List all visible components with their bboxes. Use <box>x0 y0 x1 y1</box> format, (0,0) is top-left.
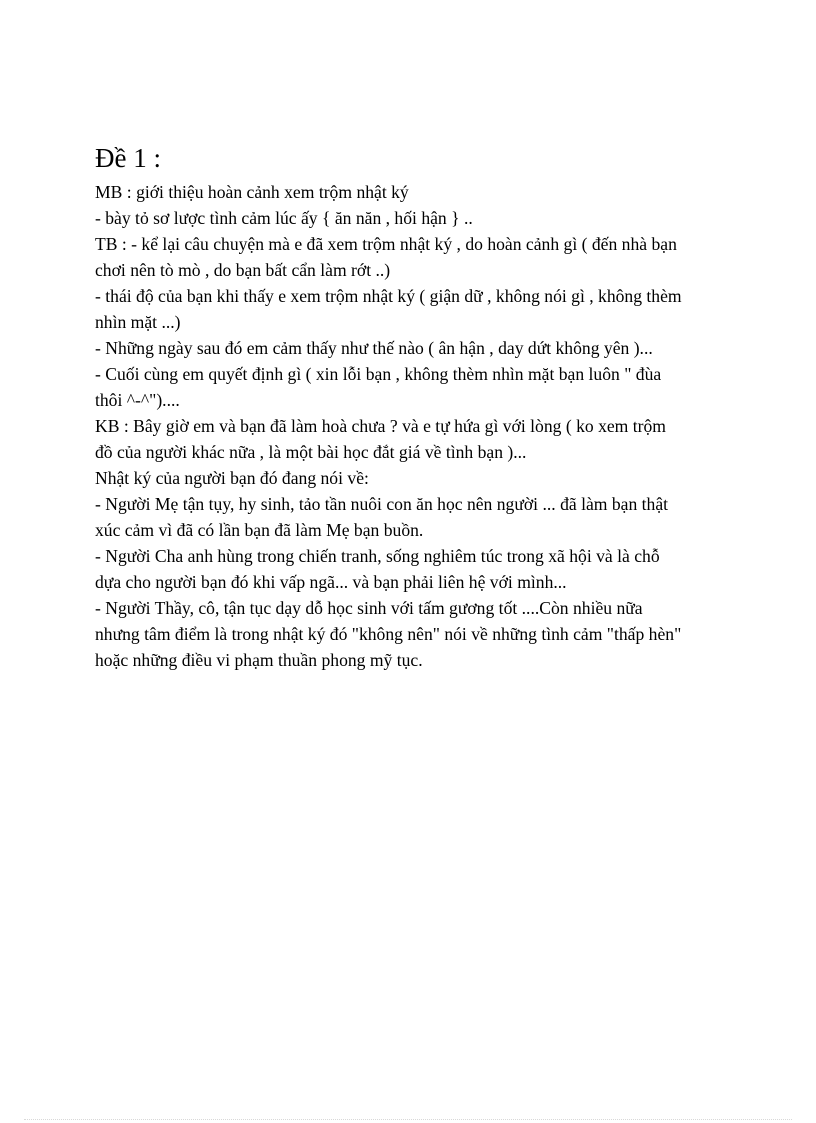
page-footer-divider <box>24 1119 792 1120</box>
text-line: - Người Mẹ tận tụy, hy sinh, tảo tần nuôi con ăn học nên người ... đã làm bạn thật <box>95 494 669 514</box>
text-line: thôi ^-^").... <box>95 390 180 410</box>
text-line: - Cuối cùng em quyết định gì ( xin lỗi bạn , không thèm nhìn mặt bạn luôn " đùa <box>95 364 662 384</box>
text-line: TB : - kể lại câu chuyện mà e đã xem trộm nhật ký , do hoàn cảnh gì ( đến nhà bạn <box>95 234 677 254</box>
text-line: - Những ngày sau đó em cảm thấy như thế nào ( ân hận , day dứt không yên )... <box>95 338 653 358</box>
text-line: - thái độ của bạn khi thấy e xem trộm nhật ký ( giận dữ , không nói gì , không thèm <box>95 286 682 306</box>
document-body <box>95 141 735 673</box>
text-line: dựa cho người bạn đó khi vấp ngã... và bạn phải liên hệ với mình... <box>95 572 567 592</box>
text-line: đồ của người khác nữa , là một bài học đắt giá về tình bạn )... <box>95 442 527 462</box>
page-title: Đề 1 : <box>95 143 161 173</box>
text-line: KB : Bây giờ em và bạn đã làm hoà chưa ? và e tự hứa gì với lòng ( ko xem trộm <box>95 416 666 436</box>
text-line: chơi nên tò mò , do bạn bất cẩn làm rớt ..) <box>95 260 391 280</box>
text-line: nhưng tâm điểm là trong nhật ký đó "không nên" nói về những tình cảm "thấp hèn" <box>95 624 682 644</box>
text-line: - Người Thầy, cô, tận tục dạy dỗ học sinh với tấm gương tốt ....Còn nhiều nữa <box>95 598 643 618</box>
text-line: - bày tỏ sơ lược tình cảm lúc ấy { ăn năn , hối hận } .. <box>95 208 473 228</box>
text-line: - Người Cha anh hùng trong chiến tranh, sống nghiêm túc trong xã hội và là chỗ <box>95 546 660 566</box>
text-line: Nhật ký của người bạn đó đang nói về: <box>95 468 369 488</box>
text-line: xúc cảm vì đã có lần bạn đã làm Mẹ bạn buồn. <box>95 520 424 540</box>
text-line: hoặc những điều vi phạm thuần phong mỹ tục. <box>95 650 423 670</box>
text-line: MB : giới thiệu hoàn cảnh xem trộm nhật ký <box>95 182 409 202</box>
text-line: nhìn mặt ...) <box>95 312 181 332</box>
